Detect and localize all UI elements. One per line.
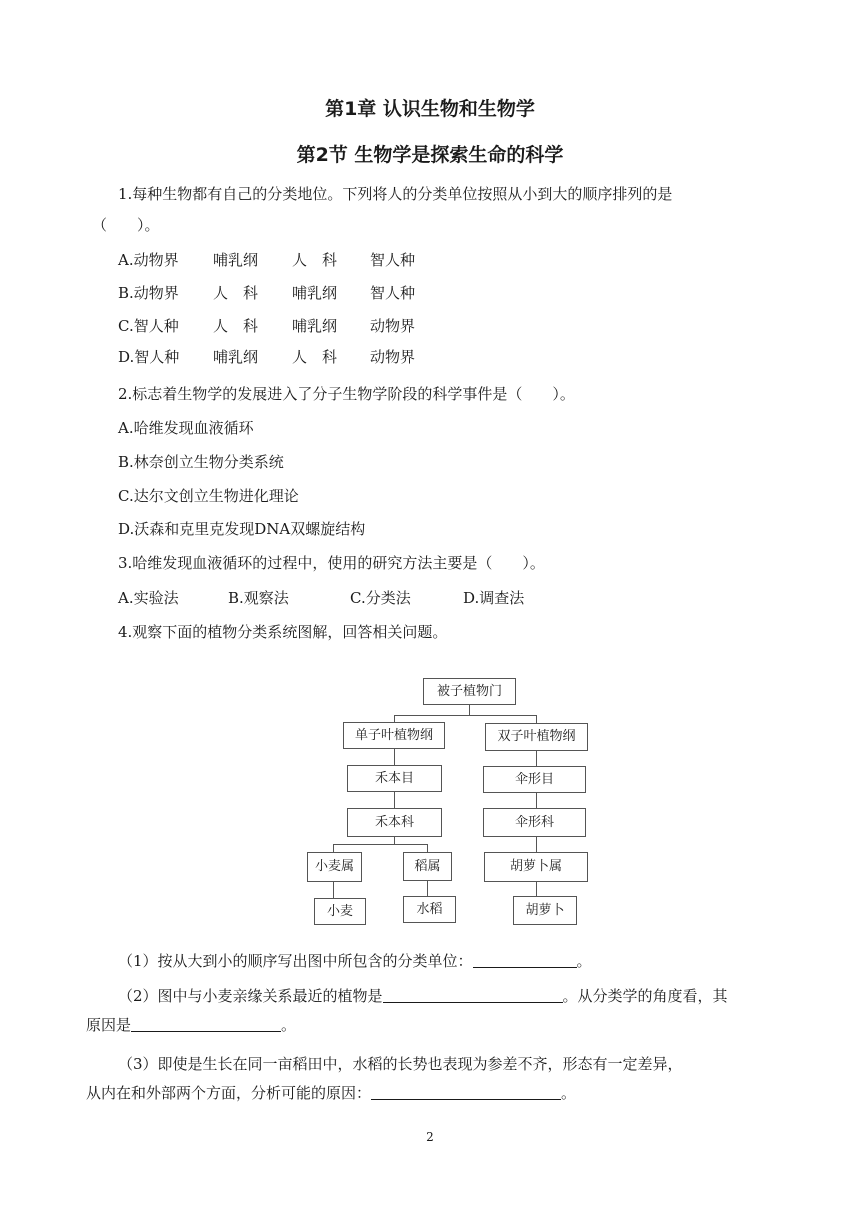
- node-species-carrot: 胡萝卜: [513, 896, 577, 925]
- answer-blank[interactable]: [383, 987, 563, 1003]
- node-genus-carrot: 胡萝卜属: [484, 852, 588, 882]
- q3-option-c: C.分类法: [350, 589, 411, 607]
- node-class-dicot: 双子叶植物纲: [485, 723, 588, 751]
- answer-blank[interactable]: [473, 952, 577, 968]
- q4-sub3-line2: 从内在和外部两个方面，分析可能的原因： 。: [86, 1084, 577, 1102]
- q1-stem-paren: （ ）。: [92, 216, 160, 234]
- answer-blank[interactable]: [131, 1016, 281, 1032]
- q3-stem: 3.哈维发现血液循环的过程中，使用的研究方法主要是（ ）。: [118, 554, 545, 572]
- chapter-title: 第1章 认识生物和生物学: [325, 98, 535, 120]
- page-number: 2: [426, 1130, 434, 1144]
- q3-option-b: B.观察法: [228, 589, 289, 607]
- q2-option-d: D.沃森和克里克发现DNA双螺旋结构: [118, 520, 366, 538]
- q3-option-a: A.实验法: [118, 589, 179, 607]
- node-order-apiales: 伞形目: [483, 766, 586, 793]
- node-genus-wheat: 小麦属: [307, 852, 362, 882]
- node-order-poales: 禾本目: [347, 765, 442, 792]
- q4-sub2-line2: 原因是 。: [86, 1016, 297, 1034]
- q2-option-b: B.林奈创立生物分类系统: [118, 453, 284, 471]
- node-genus-rice: 稻属: [403, 852, 452, 881]
- node-phylum: 被子植物门: [423, 678, 516, 705]
- node-species-rice: 水稻: [403, 896, 456, 923]
- section-title: 第2节 生物学是探索生命的科学: [296, 144, 564, 166]
- answer-blank[interactable]: [371, 1084, 561, 1100]
- node-family-poaceae: 禾本科: [347, 808, 442, 837]
- node-family-apiaceae: 伞形科: [483, 808, 586, 837]
- node-species-wheat: 小麦: [314, 898, 366, 925]
- q4-stem: 4.观察下面的植物分类系统图解，回答相关问题。: [118, 623, 448, 641]
- q2-option-c: C.达尔文创立生物进化理论: [118, 487, 299, 505]
- q4-sub2-line1: （2）图中与小麦亲缘关系最近的植物是 。从分类学的角度看，其: [118, 987, 728, 1005]
- q3-option-d: D.调查法: [463, 589, 525, 607]
- q2-option-a: A.哈维发现血液循环: [118, 419, 254, 437]
- q1-stem: 1.每种生物都有自己的分类地位。下列将人的分类单位按照从小到大的顺序排列的是: [118, 185, 673, 203]
- node-class-monocot: 单子叶植物纲: [343, 722, 445, 749]
- q2-stem: 2.标志着生物学的发展进入了分子生物学阶段的科学事件是（ ）。: [118, 385, 575, 403]
- q4-sub3-line1: （3）即使是生长在同一亩稻田中，水稻的长势也表现为参差不齐，形态有一定差异，: [118, 1055, 683, 1073]
- q4-sub1: （1）按从大到小的顺序写出图中所包含的分类单位： 。: [118, 952, 592, 970]
